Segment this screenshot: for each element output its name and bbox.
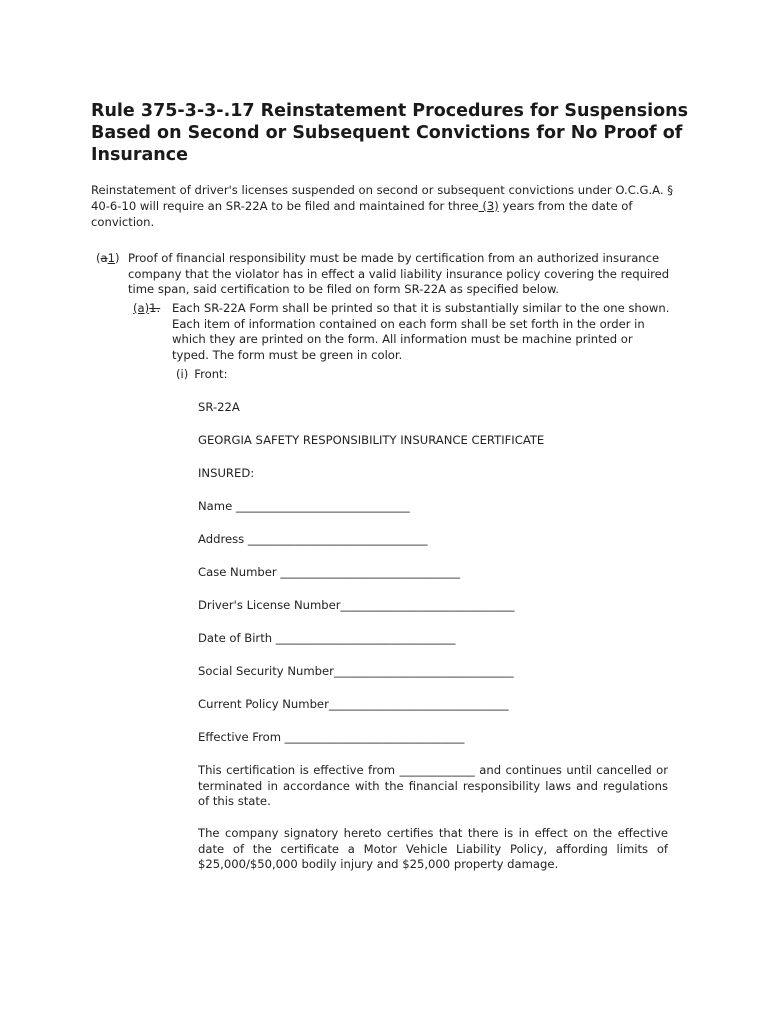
insured-label: INSURED: xyxy=(198,466,255,480)
field-name: Name ______________________________ xyxy=(198,499,410,513)
section-1-inserted-label: 1 xyxy=(107,251,116,265)
intro-part2: years from the date of conviction. xyxy=(91,199,633,229)
subsection-a-text: Each SR-22A Form shall be printed so that it is substantially similar to the one shown. Each item of information contained on each form shall be set forth in the order in which they are printed on the form. All information must be machine printed or typed. The form must be green in color. xyxy=(172,301,670,362)
rule-title: Rule 375-3-3-.17 Reinstatement Procedures for Suspensions Based on Second or Subsequent Convictions for No Proof of Insurance xyxy=(91,101,689,165)
form-code: SR-22A xyxy=(198,400,240,414)
field-social-security-number: Social Security Number_______________________________ xyxy=(198,664,514,678)
subsection-i xyxy=(176,367,228,381)
subsection-i-number: (i) xyxy=(176,367,189,381)
subsection-a-number xyxy=(133,301,160,317)
subsection-a-inserted-label: (a) xyxy=(133,301,150,315)
section-1-text: Proof of financial responsibility must be made by certification from an authorized insurance company that the violator has in effect a valid liability insurance policy covering the required time span, said certification to be filed on form SR-22A as specified below. xyxy=(128,251,670,296)
section-1-open-paren: ( xyxy=(96,251,101,265)
certification-paragraph: This certification is effective from _____________ and continues until cancelled or terminated in accordance with the financial responsibility laws and regulations of this state. xyxy=(198,763,668,808)
field-date-of-birth: Date of Birth _______________________________ xyxy=(198,631,456,645)
form-heading: GEORGIA SAFETY RESPONSIBILITY INSURANCE CERTIFICATE xyxy=(198,433,545,447)
intro-inserted-text: (3) xyxy=(478,199,499,213)
field-address: Address _______________________________ xyxy=(198,532,428,546)
subsection-i-label: Front: xyxy=(194,367,228,381)
intro-paragraph xyxy=(91,182,691,230)
field-current-policy-number: Current Policy Number_______________________________ xyxy=(198,697,509,711)
field-case-number: Case Number _______________________________ xyxy=(198,565,461,579)
section-1-close-paren: ) xyxy=(115,251,120,265)
section-1-deleted-label: a xyxy=(100,251,108,265)
subsection-a-deleted-label: 1. xyxy=(149,301,161,315)
signatory-paragraph: The company signatory hereto certifies that there is in effect on the effective date of the certificate a Motor Vehicle Liability Policy, affording limits of $25,000/$50,000 bodily injury and $25,000 property damage. xyxy=(198,826,668,871)
field-effective-from: Effective From _______________________________ xyxy=(198,730,465,744)
section-1 xyxy=(96,251,686,298)
intro-part1: Reinstatement of driver's licenses suspended on second or subsequent convictions under O.C.G.A. § 40-6-10 will require an SR-22A to be filed and maintained for three xyxy=(91,183,674,213)
subsection-a xyxy=(133,301,673,363)
field-drivers-license-number: Driver's License Number______________________________ xyxy=(198,598,515,612)
section-1-number xyxy=(96,251,120,267)
